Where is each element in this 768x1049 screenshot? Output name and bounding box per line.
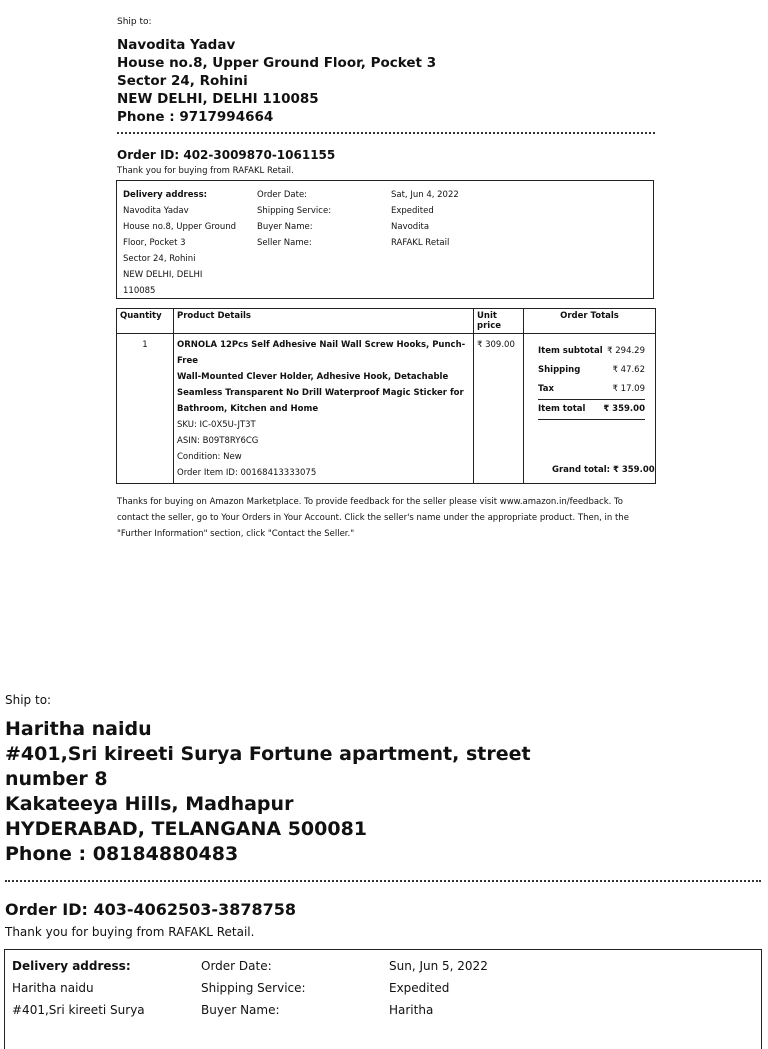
order-meta-labels [201,955,306,1021]
ship-to-street: #401,Sri kireeti Surya Fortune apartment, street [5,743,531,765]
item-subtotal-label: Item subtotal [538,346,603,356]
order-date-label: Order Date: [257,190,308,200]
shipping-service-label: Shipping Service: [257,206,332,216]
delivery-address-block [123,187,248,299]
product-title-line: ORNOLA 12Pcs Self Adhesive Nail Wall Screw Hooks, Punch-Free [177,340,466,366]
footer-line: contact the seller, go to Your Orders in Your Account. Click the seller's name under the appropriate product. Then, in the [117,513,629,523]
buyer-name-label: Buyer Name: [257,222,313,232]
footer-line: "Further Information" section, click "Contact the Seller." [117,529,355,539]
ship-to-name: Navodita Yadav [117,37,236,53]
order-id: Order ID: 403-4062503-3878758 [5,900,296,919]
order-totals-cell [524,334,656,484]
item-asin: ASIN: B09T8RY6CG [177,436,259,446]
item-sku: SKU: IC-0X5U-JT3T [177,420,256,430]
ship-to-address [117,36,436,126]
delivery-line: Sector 24, Rohini [123,254,196,264]
order-totals-header: Order Totals [524,309,656,334]
ship-to-phone: Phone : 9717994664 [117,109,274,125]
delivery-address-label: Delivery address: [12,959,131,973]
tax-value: ₹ 17.09 [612,384,645,394]
ship-to-address [5,717,531,867]
order-date-value: Sat, Jun 4, 2022 [391,190,459,200]
shipping-label: Shipping [538,365,581,375]
ship-to-locality: Kakateeya Hills, Madhapur [5,793,294,815]
product-title-line: Wall-Mounted Clever Holder, Adhesive Hook, Detachable [177,372,449,382]
delivery-line: Navodita Yadav [123,206,189,216]
order-meta-values [391,187,459,251]
table-header-row [117,309,656,334]
ship-to-phone: Phone : 08184880483 [5,843,239,865]
order-info-box [116,180,654,299]
order-meta-labels [257,187,331,251]
buyer-name-value: Navodita [391,222,430,232]
shipping-value: ₹ 47.62 [612,365,645,375]
ship-to-city: HYDERABAD, TELANGANA 500081 [5,818,368,840]
thanks-line: Thank you for buying from RAFAKL Retail. [5,925,255,939]
delivery-line: Haritha naidu [12,981,94,995]
shipping-service-value: Expedited [391,206,434,216]
delivery-line: House no.8, Upper Ground [123,222,236,232]
item-subtotal-row [538,342,645,361]
shipping-row [538,361,645,380]
buyer-name-label: Buyer Name: [201,1003,280,1017]
tax-label: Tax [538,384,554,394]
item-subtotal-value: ₹ 294.29 [607,346,645,356]
ship-to-label: Ship to: [117,17,152,27]
table-row [117,334,656,484]
delivery-line: Floor, Pocket 3 [123,238,186,248]
footer-line: Thanks for buying on Amazon Marketplace. To provide feedback for the seller please visit www.amazon.in/feedback. To [117,497,623,507]
item-quantity: 1 [117,334,174,484]
items-table [116,308,656,484]
item-condition: Condition: New [177,452,242,462]
order-id: Order ID: 402-3009870-1061155 [117,148,336,162]
dotted-divider [117,132,655,134]
delivery-line: #401,Sri kireeti Surya [12,1003,145,1017]
quantity-header: Quantity [117,309,174,334]
item-total-value: ₹ 359.00 [603,404,645,414]
ship-to-name: Haritha naidu [5,718,152,740]
thanks-line: Thank you for buying from RAFAKL Retail. [117,166,294,176]
item-total-label: Item total [538,404,586,414]
ship-to-street-cont: number 8 [5,768,108,790]
ship-to-city: NEW DELHI, DELHI 110085 [117,91,319,107]
product-title-line: Seamless Transparent No Drill Waterproof Magic Sticker for [177,388,464,398]
order-date-value: Sun, Jun 5, 2022 [389,959,488,973]
shipping-service-label: Shipping Service: [201,981,306,995]
seller-name-label: Seller Name: [257,238,312,248]
delivery-address-label: Delivery address: [123,190,208,200]
product-details-header: Product Details [174,309,474,334]
dotted-divider [5,880,761,882]
product-title-line: Bathroom, Kitchen and Home [177,404,319,414]
ship-to-label: Ship to: [5,693,52,707]
ship-to-locality: Sector 24, Rohini [117,73,248,89]
tax-row [538,380,645,400]
delivery-line: 110085 [123,286,156,296]
item-total-row [538,400,645,420]
order-date-label: Order Date: [201,959,272,973]
seller-name-value: RAFAKL Retail [391,238,450,248]
order-info-box [4,949,762,1049]
unit-price-header: Unit price [474,309,524,334]
delivery-line: NEW DELHI, DELHI [123,270,203,280]
item-unit-price: ₹ 309.00 [474,334,524,484]
order-meta-values [389,955,488,1021]
footer-note [117,494,647,542]
delivery-address-block [12,955,145,1021]
buyer-name-value: Haritha [389,1003,434,1017]
item-order-id: Order Item ID: 00168413333075 [177,468,317,478]
item-product-details [174,334,474,484]
shipping-service-value: Expedited [389,981,450,995]
grand-total: Grand total: ₹ 359.00 [552,465,655,475]
ship-to-street: House no.8, Upper Ground Floor, Pocket 3 [117,55,437,71]
